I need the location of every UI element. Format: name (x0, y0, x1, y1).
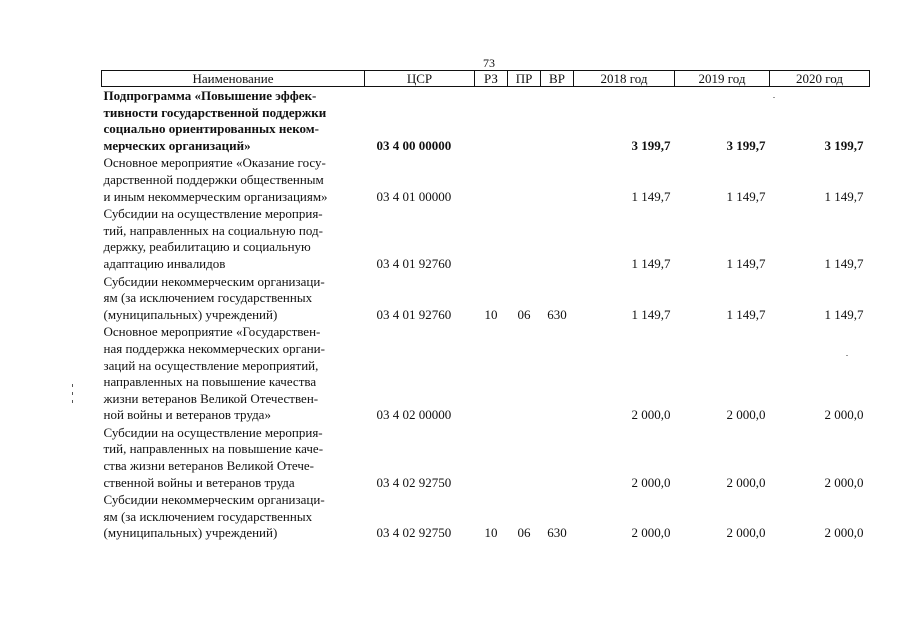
name-line: Основное мероприятие «Оказание госу- (103, 155, 326, 171)
margin-mark (72, 400, 73, 403)
cell-csr: 03 4 02 92750 (376, 525, 452, 541)
name-line: тивности государственной поддержки (103, 104, 327, 120)
name-line: Субсидии некоммерческим организаци- (103, 273, 325, 289)
table-row (102, 491, 870, 542)
cell-2020: 2 000,0 (824, 525, 864, 541)
table-row (102, 273, 870, 324)
scan-speck (846, 355, 848, 356)
cell-pr (508, 323, 541, 424)
column-header-2018: 2018 год (574, 71, 675, 87)
cell-csr: 03 4 01 92760 (376, 306, 452, 322)
cell-2019: 1 149,7 (726, 188, 766, 204)
cell-vr: 630 (547, 525, 567, 541)
cell-rz: 10 (484, 306, 498, 322)
cell-2018: 1 149,7 (631, 255, 671, 271)
name-line: Субсидии на осуществление мероприя- (103, 424, 323, 440)
name-line: и иным некоммерческим организациям» (103, 188, 328, 204)
scan-speck (773, 97, 775, 98)
cell-2018: 1 149,7 (631, 188, 671, 204)
cell-rz (475, 424, 508, 491)
cell-name (102, 154, 365, 205)
cell-2018: 2 000,0 (631, 525, 671, 541)
cell-2020: 1 149,7 (824, 306, 864, 322)
name-line: Субсидии некоммерческим организаци- (103, 492, 325, 508)
name-line: ства жизни ветеранов Великой Отече- (103, 458, 314, 474)
name-line: (муниципальных) учреждений) (103, 525, 278, 541)
cell-rz (475, 323, 508, 424)
cell-pr (508, 87, 541, 155)
cell-rz: 10 (484, 525, 498, 541)
table-row (102, 154, 870, 205)
column-header-rz: РЗ (475, 71, 508, 87)
cell-name (102, 273, 365, 324)
cell-2020: 1 149,7 (824, 188, 864, 204)
name-line: социально ориентированных неком- (103, 121, 319, 137)
name-line: направленных на повышение качества (103, 374, 317, 390)
cell-rz (475, 87, 508, 155)
table-header (102, 71, 870, 87)
cell-2019: 2 000,0 (726, 525, 766, 541)
table-body (102, 87, 870, 543)
cell-vr (541, 424, 574, 491)
cell-2018: 1 149,7 (631, 306, 671, 322)
column-header-csr: ЦСР (365, 71, 475, 87)
cell-vr: 630 (547, 306, 567, 322)
name-line: мерческих организаций» (103, 137, 251, 153)
cell-csr: 03 4 02 00000 (376, 407, 452, 423)
cell-2019: 2 000,0 (726, 474, 766, 490)
name-line: ной войны и ветеранов труда» (103, 407, 271, 423)
column-header-2019: 2019 год (675, 71, 770, 87)
column-header-2020: 2020 год (770, 71, 870, 87)
cell-rz (475, 154, 508, 205)
cell-csr: 03 4 02 92750 (376, 474, 452, 490)
cell-vr (541, 205, 574, 272)
budget-table (101, 70, 870, 542)
cell-name (102, 205, 365, 272)
table-row (102, 87, 870, 155)
column-header-name: Наименование (102, 71, 365, 87)
cell-2020: 2 000,0 (824, 474, 864, 490)
margin-mark (72, 384, 73, 387)
name-line: адаптацию инвалидов (103, 255, 226, 271)
name-line: Основное мероприятие «Государствен- (103, 324, 321, 340)
name-line: ная поддержка некоммерческих органи- (103, 340, 325, 356)
table-row (102, 205, 870, 272)
cell-2019: 3 199,7 (726, 137, 766, 153)
cell-csr: 03 4 01 92760 (376, 255, 452, 271)
name-line: заций на осуществление мероприятий, (103, 357, 319, 373)
cell-vr (541, 323, 574, 424)
cell-2019: 1 149,7 (726, 255, 766, 271)
name-line: Подпрограмма «Повышение эффек- (103, 88, 317, 103)
name-line: ям (за исключением государственных (103, 290, 313, 306)
margin-mark (72, 392, 73, 395)
cell-csr: 03 4 00 00000 (376, 137, 452, 153)
cell-2019: 1 149,7 (726, 306, 766, 322)
name-line: тий, направленных на повышение каче- (103, 441, 324, 457)
table-row (102, 424, 870, 491)
cell-2019: 2 000,0 (726, 407, 766, 423)
cell-name (102, 424, 365, 491)
cell-2020: 3 199,7 (824, 137, 864, 153)
name-line: дарственной поддержки общественным (103, 171, 324, 187)
name-line: Субсидии на осуществление мероприя- (103, 206, 323, 222)
cell-pr (508, 205, 541, 272)
name-line: держку, реабилитацию и социальную (103, 239, 311, 255)
table-row (102, 323, 870, 424)
cell-2018: 2 000,0 (631, 474, 671, 490)
column-header-vr: ВР (541, 71, 574, 87)
cell-vr (541, 154, 574, 205)
cell-2018: 3 199,7 (631, 137, 671, 153)
page-number: 73 (483, 56, 495, 70)
cell-rz (475, 205, 508, 272)
cell-vr (541, 87, 574, 155)
cell-name (102, 87, 365, 155)
name-line: ям (за исключением государственных (103, 508, 313, 524)
cell-name (102, 491, 365, 542)
name-line: жизни ветеранов Великой Отечествен- (103, 390, 319, 406)
cell-pr (508, 424, 541, 491)
cell-2020: 1 149,7 (824, 255, 864, 271)
cell-csr: 03 4 01 00000 (376, 188, 452, 204)
name-line: ственной войны и ветеранов труда (103, 474, 295, 490)
name-line: (муниципальных) учреждений) (103, 306, 278, 322)
cell-name (102, 323, 365, 424)
cell-pr: 06 (517, 306, 531, 322)
cell-2018: 2 000,0 (631, 407, 671, 423)
cell-2020: 2 000,0 (824, 407, 864, 423)
cell-pr: 06 (517, 525, 531, 541)
column-header-pr: ПР (508, 71, 541, 87)
name-line: тий, направленных на социальную под- (103, 222, 323, 238)
cell-pr (508, 154, 541, 205)
